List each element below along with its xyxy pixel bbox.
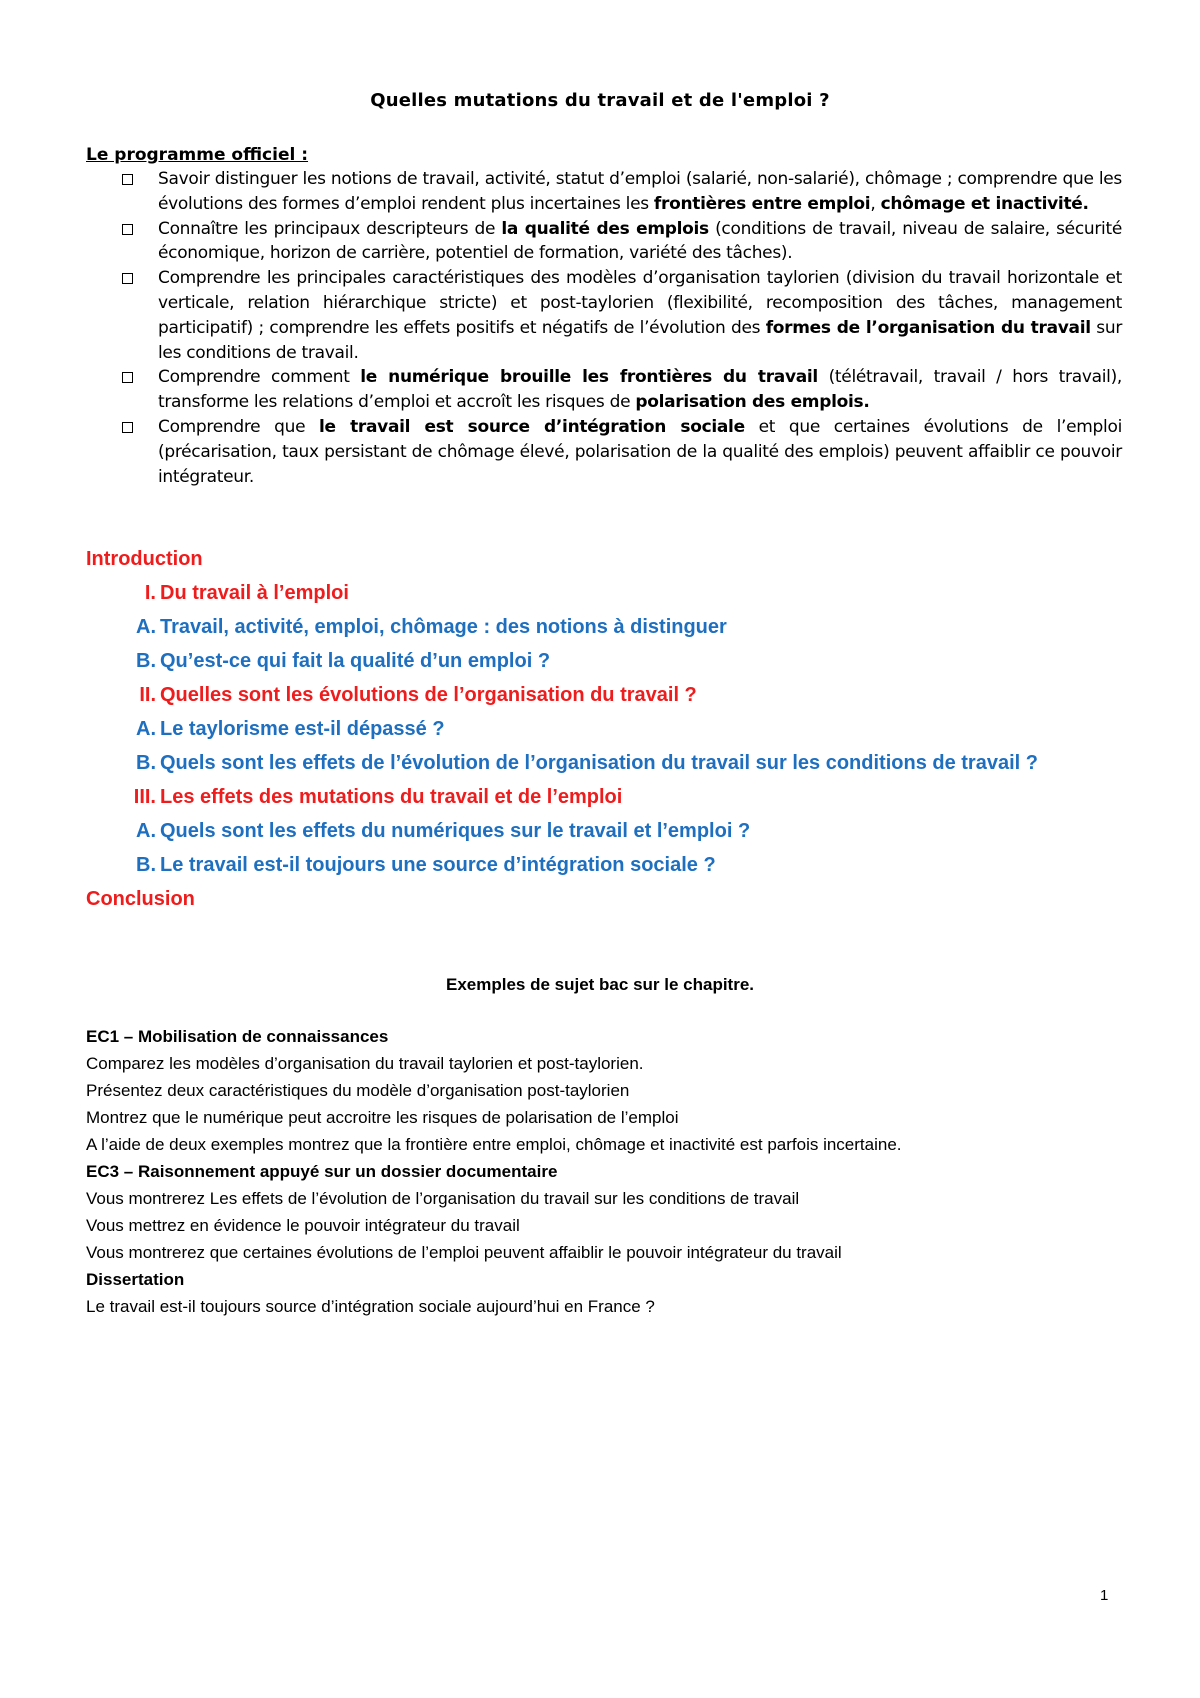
outline-introduction: Introduction <box>86 548 203 570</box>
ec3-heading: EC3 – Raisonnement appuyé sur un dossier documentaire <box>86 1162 558 1181</box>
checkbox-icon <box>122 174 133 185</box>
page-number: 1 <box>1100 1587 1109 1604</box>
dissertation-question: Le travail est-il toujours source d’intégration sociale aujourd’hui en France ? <box>86 1297 655 1316</box>
outline-number: A. <box>136 718 156 740</box>
programme-item: Comprendre comment le numérique brouille les frontières du travail (télétravail, travail / hors travail), transforme les relations d’emploi et accroît les risques de polarisation des emplois. <box>120 365 1122 415</box>
programme-heading: Le programme officiel : <box>86 145 309 165</box>
ec1-heading: EC1 – Mobilisation de connaissances <box>86 1027 389 1046</box>
outline-number: B. <box>136 752 156 774</box>
outline-text: Le travail est-il toujours une source d’intégration sociale ? <box>160 854 716 876</box>
checkbox-icon <box>122 273 133 284</box>
outline-number: A. <box>136 616 156 638</box>
ec3-question: Vous montrerez Les effets de l’évolution de l’organisation du travail sur les conditions de travail <box>86 1189 800 1208</box>
outline-text: Du travail à l’emploi <box>160 582 349 604</box>
document-title: Quelles mutations du travail et de l'emploi ? <box>370 90 830 111</box>
dissertation-heading: Dissertation <box>86 1270 185 1289</box>
ec1-question: Présentez deux caractéristiques du modèle d’organisation post-taylorien <box>86 1081 630 1100</box>
outline-text: Le taylorisme est-il dépassé ? <box>160 718 445 740</box>
outline-text: Les effets des mutations du travail et de l’emploi <box>160 786 623 808</box>
outline-number: B. <box>136 854 156 876</box>
examples-title: Exemples de sujet bac sur le chapitre. <box>445 975 755 994</box>
programme-item: Comprendre que le travail est source d’intégration sociale et que certaines évolutions de l’emploi (précarisation, taux persistant de chômage élevé, polarisation de la qualité des emplois) peuvent affaiblir ce pouvoir intégrateur. <box>120 415 1122 489</box>
checkbox-icon <box>122 372 133 383</box>
ec3-question: Vous mettrez en évidence le pouvoir intégrateur du travail <box>86 1216 520 1235</box>
checkbox-icon <box>122 224 133 235</box>
ec1-question: Comparez les modèles d’organisation du travail taylorien et post-taylorien. <box>86 1054 644 1073</box>
programme-item: Savoir distinguer les notions de travail, activité, statut d’emploi (salarié, non-salarié), chômage ; comprendre que les évolutions des formes d’emploi rendent plus incertaines les frontières entre emploi, chômage et inactivité. <box>120 167 1122 217</box>
outline-text: Travail, activité, emploi, chômage : des notions à distinguer <box>160 616 727 638</box>
outline-number: A. <box>136 820 156 842</box>
ec1-question: Montrez que le numérique peut accroitre les risques de polarisation de l’emploi <box>86 1108 679 1127</box>
outline-text: Qu’est-ce qui fait la qualité d’un emploi ? <box>160 650 551 672</box>
programme-item: Comprendre les principales caractéristiques des modèles d’organisation taylorien (division du travail horizontale et verticale, relation hiérarchique stricte) et post-taylorien (flexibilité, recomposition des tâches, management participatif) ; comprendre les effets positifs et négatifs de l’évolution des formes de l’organisation du travail sur les conditions de travail. <box>120 266 1122 365</box>
ec1-question: A l’aide de deux exemples montrez que la frontière entre emploi, chômage et inactivité est parfois incertaine. <box>86 1135 902 1154</box>
outline-text: Quels sont les effets du numériques sur le travail et l’emploi ? <box>160 820 751 842</box>
outline-number: III. <box>133 786 156 808</box>
outline-text: Quels sont les effets de l’évolution de l’organisation du travail sur les conditions de travail ? <box>160 752 1038 774</box>
outline-number: I. <box>144 582 156 604</box>
programme-item: Connaître les principaux descripteurs de la qualité des emplois (conditions de travail, niveau de salaire, sécurité économique, horizon de carrière, potentiel de formation, variété des tâches). <box>120 217 1122 267</box>
programme-list <box>120 167 1122 489</box>
outline-number: B. <box>136 650 156 672</box>
ec3-question: Vous montrerez que certaines évolutions de l’emploi peuvent affaiblir le pouvoir intégrateur du travail <box>86 1243 842 1262</box>
outline-number: II. <box>139 684 156 706</box>
outline-text: Quelles sont les évolutions de l’organisation du travail ? <box>160 684 697 706</box>
outline-conclusion: Conclusion <box>86 888 195 910</box>
checkbox-icon <box>122 422 133 433</box>
